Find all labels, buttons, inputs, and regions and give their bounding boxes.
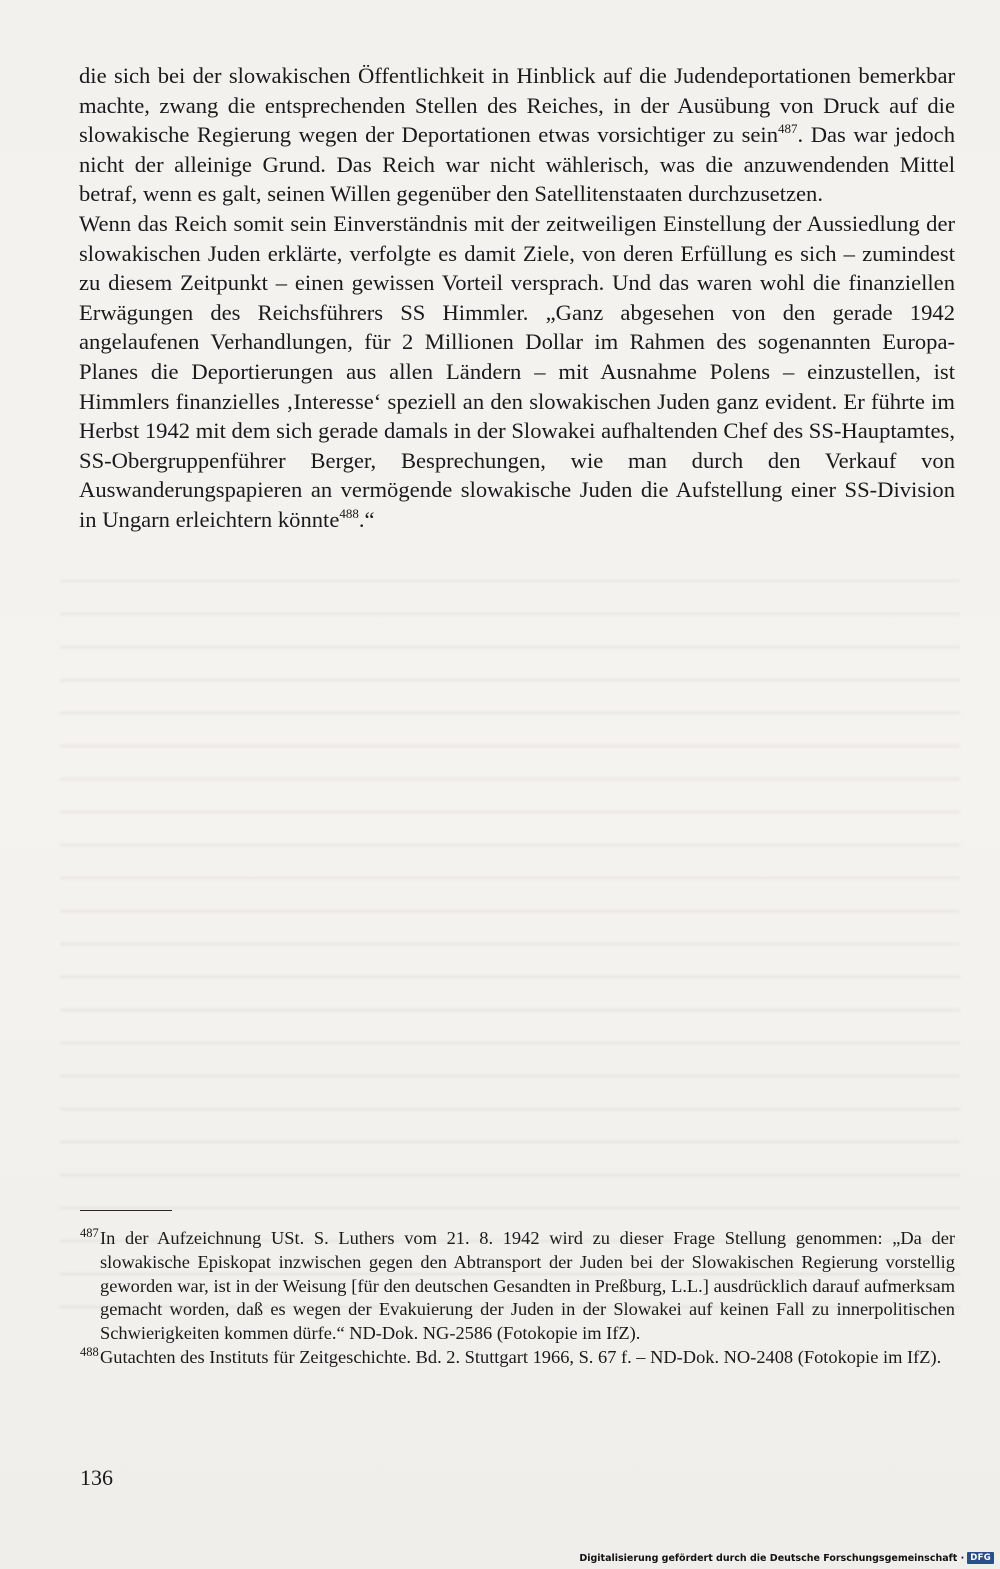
footnote-number: 487 bbox=[80, 1226, 99, 1240]
dfg-logo: DFG bbox=[967, 1552, 994, 1564]
credit-text: Digitalisierung gefördert durch die Deutsche Forschungsgemeinschaft · bbox=[579, 1552, 965, 1564]
paragraph-2 bbox=[79, 209, 955, 535]
footnote-ref-488[interactable]: 488 bbox=[339, 505, 359, 521]
footnote-separator bbox=[80, 1210, 172, 1211]
footnote-487 bbox=[80, 1227, 955, 1346]
footnotes bbox=[80, 1227, 955, 1370]
main-text bbox=[79, 61, 955, 535]
footnote-488 bbox=[80, 1346, 955, 1370]
footnote-text: Gutachten des Instituts für Zeitgeschichte. Bd. 2. Stuttgart 1966, S. 67 f. – ND-Dok. NO-2408 (Fotokopie im IfZ). bbox=[100, 1346, 942, 1367]
paragraph-1 bbox=[79, 61, 955, 209]
footnote-ref-487[interactable]: 487 bbox=[778, 121, 798, 137]
digitization-credit bbox=[579, 1552, 994, 1564]
paragraph-1-text: die sich bei der slowakischen Öffentlichkeit in Hinblick auf die Judendeportationen bemerkbar machte, zwang die entsprechenden Stellen des Reiches, in der Ausübung von Druck auf die slowakische Regierung wegen der Deportationen etwas vorsichtiger zu sein bbox=[79, 63, 955, 148]
page-number: 136 bbox=[80, 1465, 113, 1490]
show-through-text bbox=[60, 560, 960, 1320]
footnote-number: 488 bbox=[80, 1344, 99, 1359]
paragraph-2-text-end: .“ bbox=[358, 506, 375, 532]
footnote-text: In der Aufzeichnung USt. S. Luthers vom 21. 8. 1942 wird zu dieser Frage Stellung genommen: „Da der slowakische Episkopat inzwischen gegen den Abtransport der Juden bei der Slowakischen Regierung vorstellig geworden war, ist in der Weisung [für den deutschen Gesandten in Preßburg, L.L.] ausdrücklich darauf aufmerksam gemacht worden, daß es wegen der Evakuierung der Juden in der Slowakei auf keinen Fall zu innerpolitischen Schwierigkeiten kommen dürfe.“ ND-Dok. NG-2586 (Fotokopie im IfZ). bbox=[100, 1228, 955, 1344]
paragraph-2-text: Wenn das Reich somit sein Einverständnis mit der zeitweiligen Einstellung der Aussiedlung der slowakischen Juden erklärte, verfolgte es damit Ziele, von deren Erfüllung es sich – zumindest zu diesem Zeitpunkt – einen gewissen Vorteil versprach. Und das waren wohl die finanziellen Erwägungen des Reichsführers SS Himmler. „Ganz abgesehen von den gerade 1942 angelaufenen Verhandlungen, für 2 Millionen Dollar im Rahmen des sogenannten Europa-Planes die Deportierungen aus allen Ländern – mit Ausnahme Polens – einzustellen, ist Himmlers finanzielles ‚Interesse‘ speziell an den slowakischen Juden ganz evident. Er führte im Herbst 1942 mit dem sich gerade damals in der Slowakei aufhaltenden Chef des SS-Hauptamtes, SS-Obergruppenführer Berger, Besprechungen, wie man durch den Verkauf von Auswanderungspapieren an vermögende slowakische Juden die Aufstellung einer SS-Division in Ungarn erleichtern könnte bbox=[79, 210, 955, 532]
paragraph-1-text-cont: . Das war jedoch nicht der alleinige Grund. Das Reich war nicht wählerisch, was die anzuwendenden Mittel betraf, wenn es galt, seinen Willen gegenüber den Satellitenstaaten durchzusetzen. bbox=[79, 122, 955, 207]
